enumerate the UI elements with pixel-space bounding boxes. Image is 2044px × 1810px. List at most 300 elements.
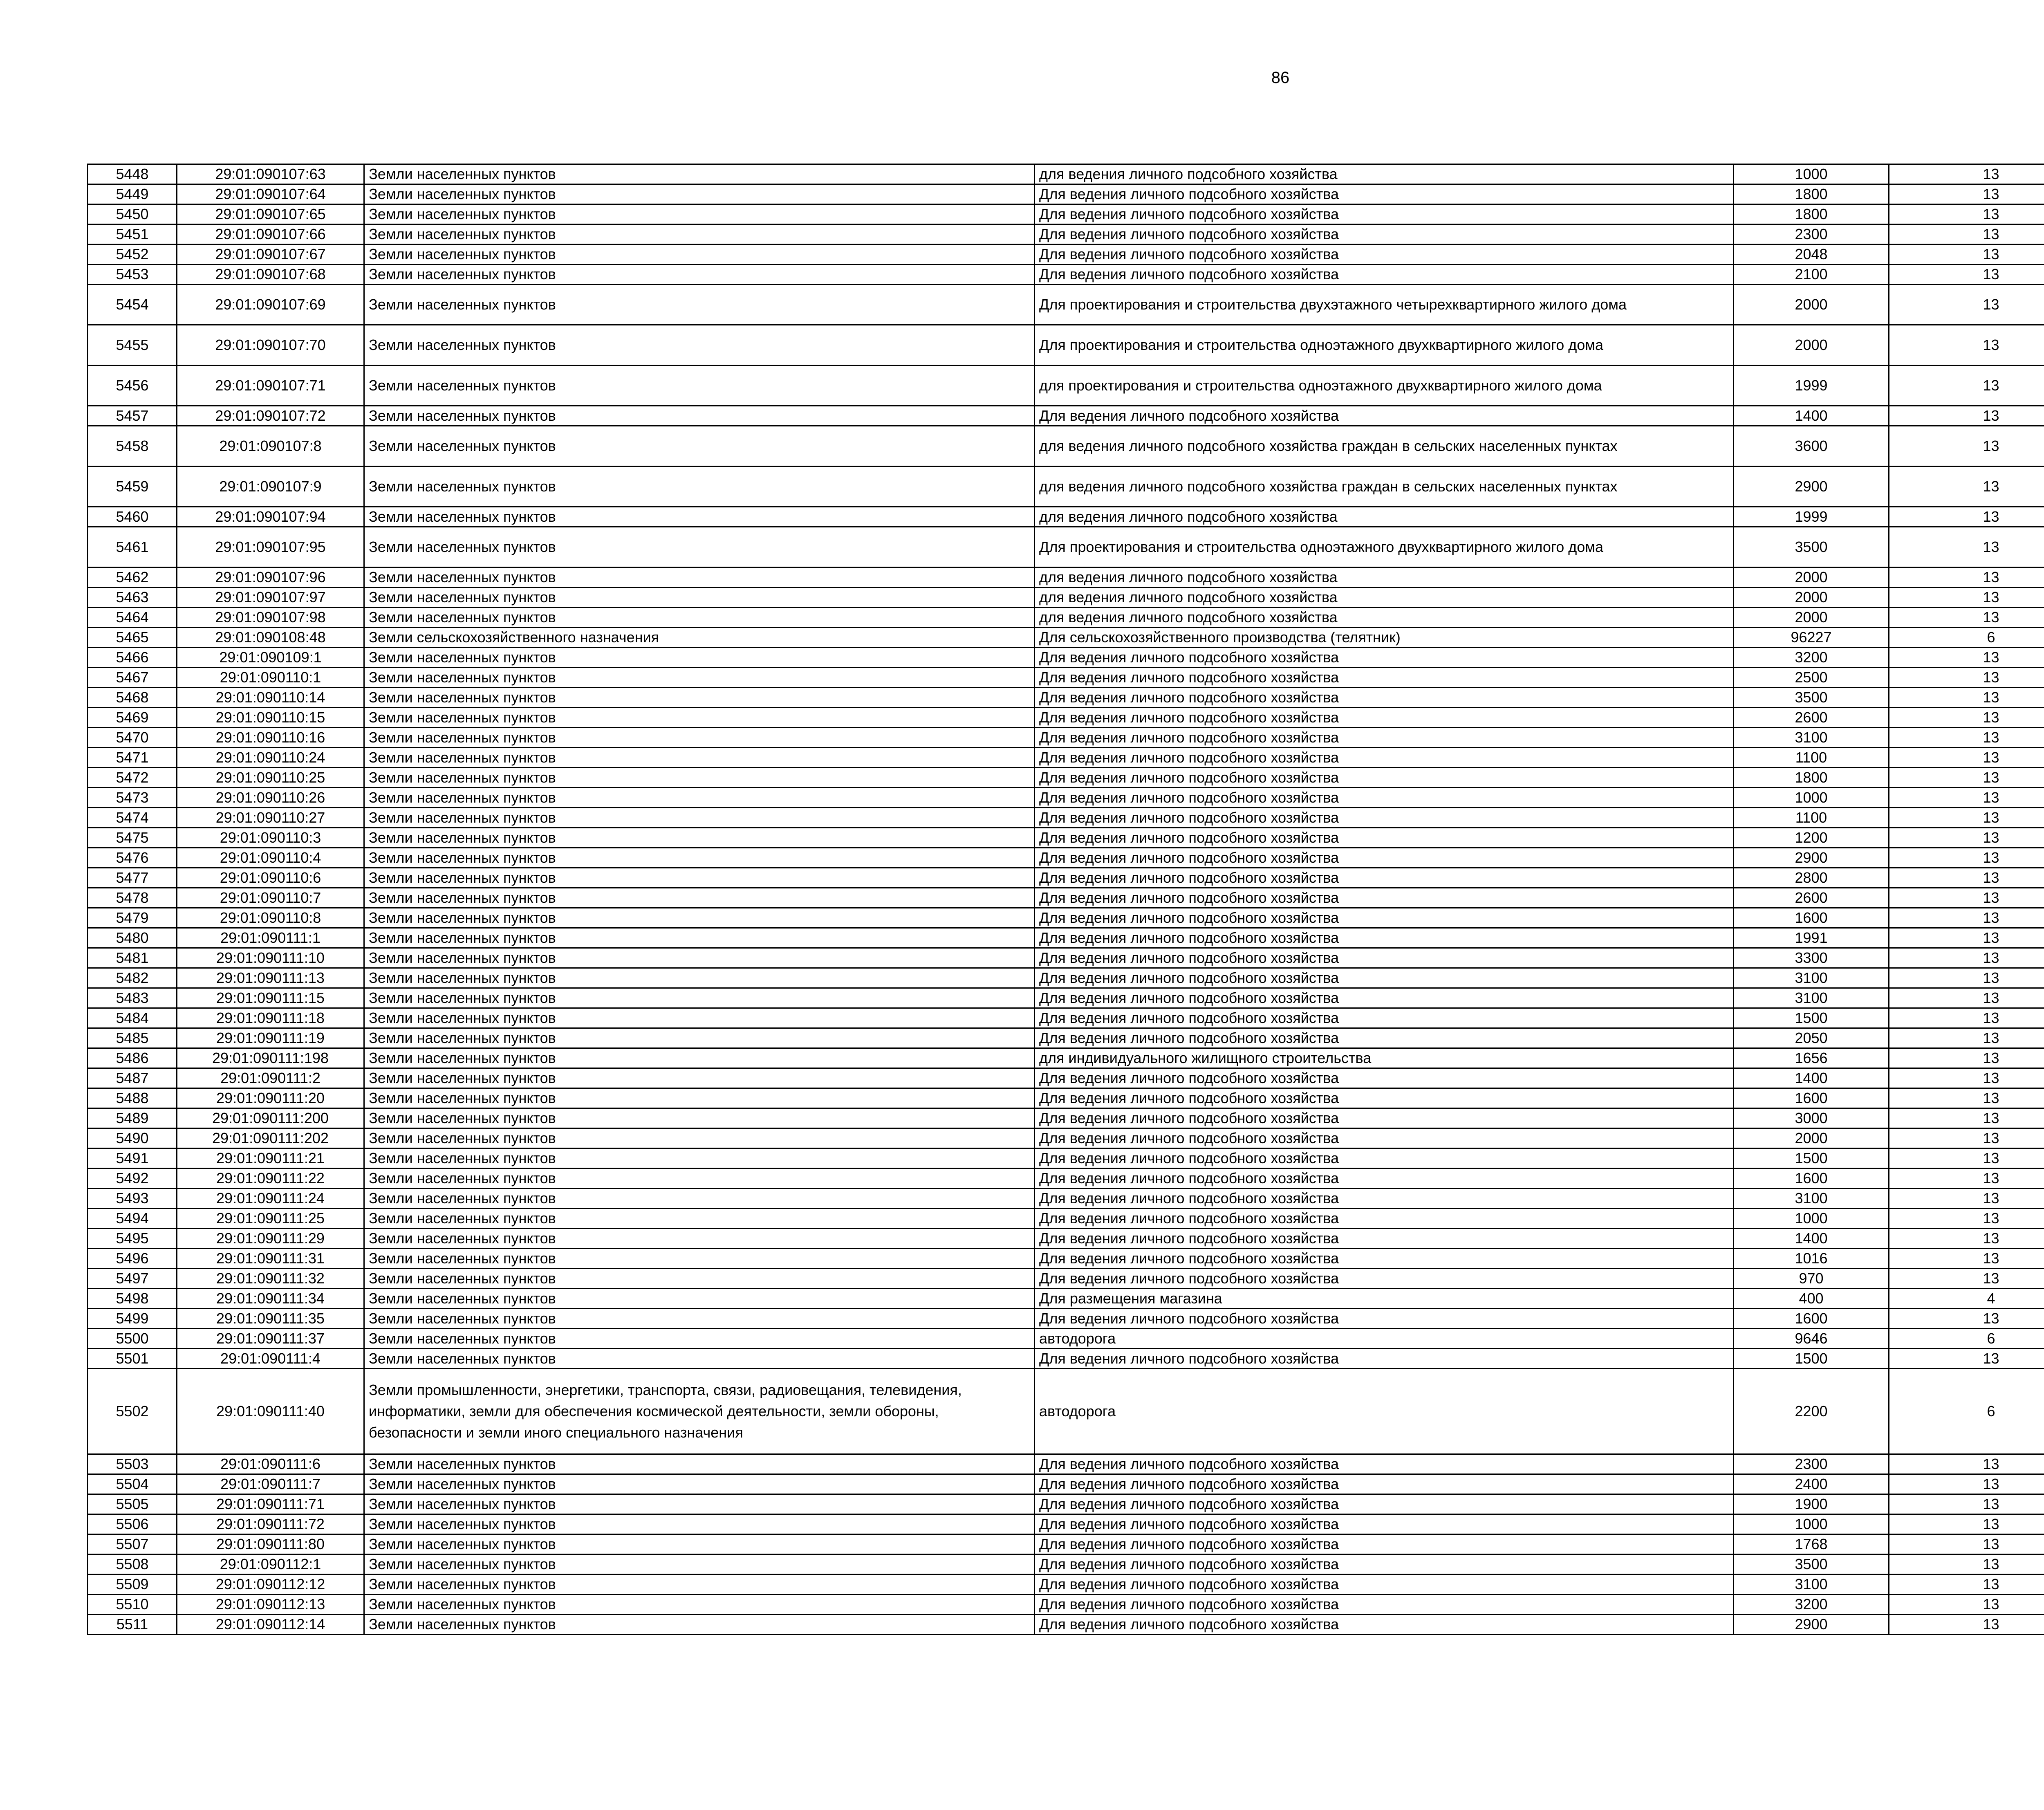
permitted-use-cell: Для проектирования и строительства одноэтажного двухквартирного жилого дома bbox=[1035, 527, 1734, 567]
table-row bbox=[88, 1189, 2044, 1209]
area-cell: 3500 bbox=[1734, 527, 1889, 567]
cadastral-number-cell: 29:01:090107:64 bbox=[177, 184, 364, 204]
group-cell: 13 bbox=[1889, 184, 2044, 204]
cadastral-number-cell: 29:01:090109:1 bbox=[177, 648, 364, 668]
table-row bbox=[88, 1128, 2044, 1148]
table-row bbox=[88, 808, 2044, 828]
cadastral-number-cell: 29:01:090107:66 bbox=[177, 224, 364, 244]
permitted-use-cell: для ведения личного подсобного хозяйства bbox=[1035, 608, 1734, 628]
cadastral-number-cell: 29:01:090107:71 bbox=[177, 366, 364, 406]
area-cell: 3100 bbox=[1734, 988, 1889, 1008]
cadastral-number-cell: 29:01:090111:40 bbox=[177, 1369, 364, 1454]
permitted-use-cell: для ведения личного подсобного хозяйства bbox=[1035, 588, 1734, 608]
permitted-use-cell: Для ведения личного подсобного хозяйства bbox=[1035, 1229, 1734, 1249]
permitted-use-cell: Для ведения личного подсобного хозяйства bbox=[1035, 244, 1734, 265]
permitted-use-cell: для ведения личного подсобного хозяйства bbox=[1035, 567, 1734, 588]
permitted-use-cell: для ведения личного подсобного хозяйства bbox=[1035, 507, 1734, 527]
table-row bbox=[88, 1028, 2044, 1048]
group-cell: 13 bbox=[1889, 366, 2044, 406]
land-category-cell: Земли населенных пунктов bbox=[364, 1595, 1035, 1615]
cadastral-number-cell: 29:01:090112:12 bbox=[177, 1574, 364, 1595]
permitted-use-cell: Для ведения личного подсобного хозяйства bbox=[1035, 1309, 1734, 1329]
row-number-cell: 5505 bbox=[88, 1494, 177, 1514]
land-category-cell: Земли населенных пунктов bbox=[364, 848, 1035, 868]
table-row bbox=[88, 507, 2044, 527]
permitted-use-cell: Для ведения личного подсобного хозяйства bbox=[1035, 1169, 1734, 1189]
permitted-use-cell: Для проектирования и строительства двухэтажного четырехквартирного жилого дома bbox=[1035, 285, 1734, 325]
area-cell: 1400 bbox=[1734, 1068, 1889, 1088]
permitted-use-cell: Для ведения личного подсобного хозяйства bbox=[1035, 1615, 1734, 1635]
table-row bbox=[88, 366, 2044, 406]
permitted-use-cell: для индивидуального жилищного строительства bbox=[1035, 1048, 1734, 1068]
permitted-use-cell: Для ведения личного подсобного хозяйства bbox=[1035, 648, 1734, 668]
cadastral-number-cell: 29:01:090111:19 bbox=[177, 1028, 364, 1048]
table-row bbox=[88, 628, 2044, 648]
row-number-cell: 5462 bbox=[88, 567, 177, 588]
row-number-cell: 5496 bbox=[88, 1249, 177, 1269]
row-number-cell: 5457 bbox=[88, 406, 177, 426]
land-category-cell: Земли населенных пунктов bbox=[364, 1269, 1035, 1289]
permitted-use-cell: Для ведения личного подсобного хозяйства bbox=[1035, 888, 1734, 908]
permitted-use-cell: Для ведения личного подсобного хозяйства bbox=[1035, 1595, 1734, 1615]
table-row bbox=[88, 908, 2044, 928]
row-number-cell: 5506 bbox=[88, 1514, 177, 1534]
group-cell: 13 bbox=[1889, 1048, 2044, 1068]
group-cell: 13 bbox=[1889, 1454, 2044, 1474]
group-cell: 13 bbox=[1889, 1474, 2044, 1494]
cadastral-number-cell: 29:01:090112:13 bbox=[177, 1595, 364, 1615]
row-number-cell: 5503 bbox=[88, 1454, 177, 1474]
cadastral-number-cell: 29:01:090111:1 bbox=[177, 928, 364, 948]
area-cell: 3100 bbox=[1734, 728, 1889, 748]
group-cell: 13 bbox=[1889, 828, 2044, 848]
row-number-cell: 5472 bbox=[88, 768, 177, 788]
area-cell: 2000 bbox=[1734, 588, 1889, 608]
land-category-cell: Земли населенных пунктов bbox=[364, 1068, 1035, 1088]
permitted-use-cell: Для ведения личного подсобного хозяйства bbox=[1035, 1349, 1734, 1369]
permitted-use-cell: Для ведения личного подсобного хозяйства bbox=[1035, 968, 1734, 988]
group-cell: 13 bbox=[1889, 1028, 2044, 1048]
table-body bbox=[88, 164, 2044, 1635]
area-cell: 1600 bbox=[1734, 1088, 1889, 1108]
table-row bbox=[88, 1494, 2044, 1514]
area-cell: 1800 bbox=[1734, 768, 1889, 788]
cadastral-number-cell: 29:01:090111:31 bbox=[177, 1249, 364, 1269]
group-cell: 13 bbox=[1889, 507, 2044, 527]
land-category-cell: Земли населенных пунктов bbox=[364, 1249, 1035, 1269]
table-row bbox=[88, 406, 2044, 426]
area-cell: 2000 bbox=[1734, 567, 1889, 588]
table-row bbox=[88, 1148, 2044, 1169]
table-row bbox=[88, 1534, 2044, 1554]
permitted-use-cell: Для ведения личного подсобного хозяйства bbox=[1035, 1128, 1734, 1148]
group-cell: 13 bbox=[1889, 668, 2044, 688]
area-cell: 3100 bbox=[1734, 1574, 1889, 1595]
cadastral-number-cell: 29:01:090111:72 bbox=[177, 1514, 364, 1534]
row-number-cell: 5488 bbox=[88, 1088, 177, 1108]
cadastral-number-cell: 29:01:090110:24 bbox=[177, 748, 364, 768]
cadastral-number-cell: 29:01:090107:8 bbox=[177, 426, 364, 467]
permitted-use-cell: Для ведения личного подсобного хозяйства bbox=[1035, 1269, 1734, 1289]
table-row bbox=[88, 1249, 2044, 1269]
group-cell: 13 bbox=[1889, 244, 2044, 265]
land-category-cell: Земли населенных пунктов bbox=[364, 426, 1035, 467]
area-cell: 1000 bbox=[1734, 164, 1889, 184]
permitted-use-cell: Для ведения личного подсобного хозяйства bbox=[1035, 1554, 1734, 1574]
area-cell: 1400 bbox=[1734, 1229, 1889, 1249]
land-category-cell: Земли населенных пунктов bbox=[364, 325, 1035, 366]
row-number-cell: 5449 bbox=[88, 184, 177, 204]
area-cell: 1400 bbox=[1734, 406, 1889, 426]
row-number-cell: 5473 bbox=[88, 788, 177, 808]
area-cell: 3500 bbox=[1734, 688, 1889, 708]
area-cell: 1768 bbox=[1734, 1534, 1889, 1554]
row-number-cell: 5471 bbox=[88, 748, 177, 768]
land-category-cell: Земли населенных пунктов bbox=[364, 224, 1035, 244]
area-cell: 2600 bbox=[1734, 888, 1889, 908]
table-row bbox=[88, 968, 2044, 988]
row-number-cell: 5469 bbox=[88, 708, 177, 728]
table-row bbox=[88, 1289, 2044, 1309]
area-cell: 1500 bbox=[1734, 1008, 1889, 1028]
land-category-cell: Земли населенных пунктов bbox=[364, 1128, 1035, 1148]
cadastral-number-cell: 29:01:090111:2 bbox=[177, 1068, 364, 1088]
group-cell: 13 bbox=[1889, 908, 2044, 928]
area-cell: 2600 bbox=[1734, 708, 1889, 728]
row-number-cell: 5497 bbox=[88, 1269, 177, 1289]
cadastral-number-cell: 29:01:090111:25 bbox=[177, 1209, 364, 1229]
row-number-cell: 5504 bbox=[88, 1474, 177, 1494]
permitted-use-cell: Для ведения личного подсобного хозяйства bbox=[1035, 1534, 1734, 1554]
group-cell: 13 bbox=[1889, 788, 2044, 808]
group-cell: 13 bbox=[1889, 1309, 2044, 1329]
area-cell: 2048 bbox=[1734, 244, 1889, 265]
table-row bbox=[88, 1329, 2044, 1349]
table-row bbox=[88, 608, 2044, 628]
cadastral-number-cell: 29:01:090111:13 bbox=[177, 968, 364, 988]
permitted-use-cell: Для ведения личного подсобного хозяйства bbox=[1035, 204, 1734, 224]
row-number-cell: 5510 bbox=[88, 1595, 177, 1615]
table-row bbox=[88, 668, 2044, 688]
area-cell: 2500 bbox=[1734, 668, 1889, 688]
group-cell: 13 bbox=[1889, 888, 2044, 908]
group-cell: 13 bbox=[1889, 1088, 2044, 1108]
permitted-use-cell: Для ведения личного подсобного хозяйства bbox=[1035, 1474, 1734, 1494]
table-row bbox=[88, 788, 2044, 808]
land-registry-table bbox=[87, 164, 2044, 1635]
row-number-cell: 5456 bbox=[88, 366, 177, 406]
land-category-cell: Земли населенных пунктов bbox=[364, 1574, 1035, 1595]
cadastral-number-cell: 29:01:090111:10 bbox=[177, 948, 364, 968]
land-category-cell: Земли населенных пунктов bbox=[364, 588, 1035, 608]
cadastral-number-cell: 29:01:090111:29 bbox=[177, 1229, 364, 1249]
area-cell: 2000 bbox=[1734, 1128, 1889, 1148]
permitted-use-cell: Для сельскохозяйственного производства (телятник) bbox=[1035, 628, 1734, 648]
area-cell: 2800 bbox=[1734, 868, 1889, 888]
group-cell: 13 bbox=[1889, 648, 2044, 668]
group-cell: 13 bbox=[1889, 608, 2044, 628]
permitted-use-cell: для проектирования и строительства одноэтажного двухквартирного жилого дома bbox=[1035, 366, 1734, 406]
area-cell: 9646 bbox=[1734, 1329, 1889, 1349]
land-category-cell: Земли населенных пунктов bbox=[364, 988, 1035, 1008]
area-cell: 1600 bbox=[1734, 1309, 1889, 1329]
permitted-use-cell: Для ведения личного подсобного хозяйства bbox=[1035, 1148, 1734, 1169]
group-cell: 13 bbox=[1889, 1554, 2044, 1574]
permitted-use-cell: Для ведения личного подсобного хозяйства bbox=[1035, 265, 1734, 285]
permitted-use-cell: для ведения личного подсобного хозяйства bbox=[1035, 164, 1734, 184]
land-category-cell: Земли населенных пунктов bbox=[364, 748, 1035, 768]
group-cell: 13 bbox=[1889, 1514, 2044, 1534]
row-number-cell: 5490 bbox=[88, 1128, 177, 1148]
land-category-cell: Земли населенных пунктов bbox=[364, 1108, 1035, 1128]
area-cell: 1999 bbox=[1734, 366, 1889, 406]
row-number-cell: 5463 bbox=[88, 588, 177, 608]
table-row bbox=[88, 988, 2044, 1008]
cadastral-number-cell: 29:01:090107:94 bbox=[177, 507, 364, 527]
row-number-cell: 5454 bbox=[88, 285, 177, 325]
area-cell: 2100 bbox=[1734, 265, 1889, 285]
permitted-use-cell: Для ведения личного подсобного хозяйства bbox=[1035, 948, 1734, 968]
land-category-cell: Земли населенных пунктов bbox=[364, 1615, 1035, 1635]
land-category-cell: Земли населенных пунктов bbox=[364, 1329, 1035, 1349]
land-category-cell: Земли населенных пунктов bbox=[364, 868, 1035, 888]
area-cell: 1200 bbox=[1734, 828, 1889, 848]
permitted-use-cell: Для проектирования и строительства одноэтажного двухквартирного жилого дома bbox=[1035, 325, 1734, 366]
permitted-use-cell: Для ведения личного подсобного хозяйства bbox=[1035, 868, 1734, 888]
table-row bbox=[88, 1349, 2044, 1369]
permitted-use-cell: Для ведения личного подсобного хозяйства bbox=[1035, 1249, 1734, 1269]
table-row bbox=[88, 244, 2044, 265]
permitted-use-cell: Для ведения личного подсобного хозяйства bbox=[1035, 184, 1734, 204]
row-number-cell: 5502 bbox=[88, 1369, 177, 1454]
land-category-cell: Земли населенных пунктов bbox=[364, 1189, 1035, 1209]
cadastral-number-cell: 29:01:090111:37 bbox=[177, 1329, 364, 1349]
group-cell: 13 bbox=[1889, 1574, 2044, 1595]
group-cell: 13 bbox=[1889, 1229, 2044, 1249]
row-number-cell: 5479 bbox=[88, 908, 177, 928]
table-row bbox=[88, 928, 2044, 948]
table-row bbox=[88, 1088, 2044, 1108]
land-category-cell: Земли населенных пунктов bbox=[364, 828, 1035, 848]
group-cell: 13 bbox=[1889, 204, 2044, 224]
area-cell: 3200 bbox=[1734, 648, 1889, 668]
row-number-cell: 5466 bbox=[88, 648, 177, 668]
table-row bbox=[88, 888, 2044, 908]
row-number-cell: 5493 bbox=[88, 1189, 177, 1209]
group-cell: 6 bbox=[1889, 1369, 2044, 1454]
area-cell: 2300 bbox=[1734, 224, 1889, 244]
permitted-use-cell: Для ведения личного подсобного хозяйства bbox=[1035, 928, 1734, 948]
table-row bbox=[88, 265, 2044, 285]
land-category-cell: Земли населенных пунктов bbox=[364, 728, 1035, 748]
row-number-cell: 5448 bbox=[88, 164, 177, 184]
group-cell: 13 bbox=[1889, 1108, 2044, 1128]
row-number-cell: 5460 bbox=[88, 507, 177, 527]
cadastral-number-cell: 29:01:090111:198 bbox=[177, 1048, 364, 1068]
area-cell: 1600 bbox=[1734, 1169, 1889, 1189]
area-cell: 2000 bbox=[1734, 608, 1889, 628]
cadastral-number-cell: 29:01:090107:95 bbox=[177, 527, 364, 567]
row-number-cell: 5484 bbox=[88, 1008, 177, 1028]
group-cell: 13 bbox=[1889, 588, 2044, 608]
row-number-cell: 5476 bbox=[88, 848, 177, 868]
group-cell: 13 bbox=[1889, 1595, 2044, 1615]
land-category-cell: Земли населенных пунктов bbox=[364, 1349, 1035, 1369]
group-cell: 13 bbox=[1889, 325, 2044, 366]
table-row bbox=[88, 1229, 2044, 1249]
row-number-cell: 5499 bbox=[88, 1309, 177, 1329]
land-category-cell: Земли населенных пунктов bbox=[364, 204, 1035, 224]
permitted-use-cell: для ведения личного подсобного хозяйства граждан в сельских населенных пунктах bbox=[1035, 467, 1734, 507]
cadastral-number-cell: 29:01:090107:96 bbox=[177, 567, 364, 588]
table-row bbox=[88, 1048, 2044, 1068]
table-row bbox=[88, 948, 2044, 968]
row-number-cell: 5467 bbox=[88, 668, 177, 688]
land-category-cell: Земли населенных пунктов bbox=[364, 1309, 1035, 1329]
cadastral-number-cell: 29:01:090107:70 bbox=[177, 325, 364, 366]
group-cell: 13 bbox=[1889, 708, 2044, 728]
row-number-cell: 5458 bbox=[88, 426, 177, 467]
area-cell: 1000 bbox=[1734, 1514, 1889, 1534]
land-category-cell: Земли населенных пунктов bbox=[364, 366, 1035, 406]
area-cell: 1000 bbox=[1734, 1209, 1889, 1229]
land-category-cell: Земли населенных пунктов bbox=[364, 948, 1035, 968]
cadastral-number-cell: 29:01:090111:6 bbox=[177, 1454, 364, 1474]
land-category-cell: Земли населенных пунктов bbox=[364, 648, 1035, 668]
cadastral-number-cell: 29:01:090107:67 bbox=[177, 244, 364, 265]
table-row bbox=[88, 1068, 2044, 1088]
land-category-cell: Земли населенных пунктов bbox=[364, 888, 1035, 908]
area-cell: 2300 bbox=[1734, 1454, 1889, 1474]
group-cell: 13 bbox=[1889, 1008, 2044, 1028]
table-row bbox=[88, 708, 2044, 728]
area-cell: 1999 bbox=[1734, 507, 1889, 527]
table-row bbox=[88, 184, 2044, 204]
row-number-cell: 5480 bbox=[88, 928, 177, 948]
group-cell: 6 bbox=[1889, 1329, 2044, 1349]
land-category-cell: Земли населенных пунктов bbox=[364, 788, 1035, 808]
table-row bbox=[88, 1269, 2044, 1289]
row-number-cell: 5491 bbox=[88, 1148, 177, 1169]
group-cell: 13 bbox=[1889, 1269, 2044, 1289]
permitted-use-cell: автодорога bbox=[1035, 1369, 1734, 1454]
table-row bbox=[88, 828, 2044, 848]
row-number-cell: 5468 bbox=[88, 688, 177, 708]
page-number: 86 bbox=[1271, 69, 1290, 87]
table-row bbox=[88, 768, 2044, 788]
area-cell: 96227 bbox=[1734, 628, 1889, 648]
cadastral-number-cell: 29:01:090111:7 bbox=[177, 1474, 364, 1494]
table-row bbox=[88, 1454, 2044, 1474]
row-number-cell: 5508 bbox=[88, 1554, 177, 1574]
group-cell: 13 bbox=[1889, 527, 2044, 567]
land-category-cell: Земли населенных пунктов bbox=[364, 1209, 1035, 1229]
permitted-use-cell: Для ведения личного подсобного хозяйства bbox=[1035, 908, 1734, 928]
cadastral-number-cell: 29:01:090110:7 bbox=[177, 888, 364, 908]
cadastral-number-cell: 29:01:090110:27 bbox=[177, 808, 364, 828]
group-cell: 13 bbox=[1889, 808, 2044, 828]
area-cell: 3100 bbox=[1734, 1189, 1889, 1209]
group-cell: 13 bbox=[1889, 426, 2044, 467]
area-cell: 2050 bbox=[1734, 1028, 1889, 1048]
table-row bbox=[88, 1595, 2044, 1615]
land-category-cell: Земли населенных пунктов bbox=[364, 668, 1035, 688]
area-cell: 2900 bbox=[1734, 467, 1889, 507]
land-category-cell: Земли населенных пунктов bbox=[364, 265, 1035, 285]
cadastral-number-cell: 29:01:090111:34 bbox=[177, 1289, 364, 1309]
land-category-cell: Земли населенных пунктов bbox=[364, 467, 1035, 507]
table-row bbox=[88, 1008, 2044, 1028]
land-category-cell: Земли населенных пунктов bbox=[364, 768, 1035, 788]
table-row bbox=[88, 527, 2044, 567]
row-number-cell: 5498 bbox=[88, 1289, 177, 1309]
permitted-use-cell: Для ведения личного подсобного хозяйства bbox=[1035, 1088, 1734, 1108]
table-row bbox=[88, 1369, 2044, 1454]
cadastral-number-cell: 29:01:090107:98 bbox=[177, 608, 364, 628]
row-number-cell: 5451 bbox=[88, 224, 177, 244]
area-cell: 2000 bbox=[1734, 325, 1889, 366]
area-cell: 2400 bbox=[1734, 1474, 1889, 1494]
land-category-cell: Земли населенных пунктов bbox=[364, 527, 1035, 567]
row-number-cell: 5477 bbox=[88, 868, 177, 888]
land-category-cell: Земли населенных пунктов bbox=[364, 1289, 1035, 1309]
table-row bbox=[88, 325, 2044, 366]
permitted-use-cell: Для ведения личного подсобного хозяйства bbox=[1035, 1574, 1734, 1595]
row-number-cell: 5452 bbox=[88, 244, 177, 265]
table-row bbox=[88, 1309, 2044, 1329]
row-number-cell: 5489 bbox=[88, 1108, 177, 1128]
area-cell: 1100 bbox=[1734, 748, 1889, 768]
cadastral-number-cell: 29:01:090111:71 bbox=[177, 1494, 364, 1514]
group-cell: 6 bbox=[1889, 628, 2044, 648]
table-row bbox=[88, 426, 2044, 467]
group-cell: 13 bbox=[1889, 1494, 2044, 1514]
land-category-cell: Земли населенных пунктов bbox=[364, 1474, 1035, 1494]
permitted-use-cell: Для ведения личного подсобного хозяйства bbox=[1035, 1209, 1734, 1229]
area-cell: 1800 bbox=[1734, 184, 1889, 204]
group-cell: 13 bbox=[1889, 748, 2044, 768]
land-category-cell: Земли населенных пунктов bbox=[364, 1494, 1035, 1514]
cadastral-number-cell: 29:01:090107:63 bbox=[177, 164, 364, 184]
area-cell: 1600 bbox=[1734, 908, 1889, 928]
land-category-cell: Земли населенных пунктов bbox=[364, 968, 1035, 988]
permitted-use-cell: автодорога bbox=[1035, 1329, 1734, 1349]
cadastral-number-cell: 29:01:090108:48 bbox=[177, 628, 364, 648]
cadastral-number-cell: 29:01:090107:69 bbox=[177, 285, 364, 325]
land-category-cell: Земли населенных пунктов bbox=[364, 1148, 1035, 1169]
cadastral-number-cell: 29:01:090110:26 bbox=[177, 788, 364, 808]
area-cell: 3100 bbox=[1734, 968, 1889, 988]
table-row bbox=[88, 648, 2044, 668]
area-cell: 1000 bbox=[1734, 788, 1889, 808]
group-cell: 13 bbox=[1889, 1249, 2044, 1269]
group-cell: 13 bbox=[1889, 1169, 2044, 1189]
group-cell: 13 bbox=[1889, 1534, 2044, 1554]
group-cell: 13 bbox=[1889, 1148, 2044, 1169]
group-cell: 13 bbox=[1889, 567, 2044, 588]
permitted-use-cell: Для ведения личного подсобного хозяйства bbox=[1035, 728, 1734, 748]
group-cell: 13 bbox=[1889, 1068, 2044, 1088]
row-number-cell: 5459 bbox=[88, 467, 177, 507]
cadastral-number-cell: 29:01:090110:6 bbox=[177, 868, 364, 888]
row-number-cell: 5501 bbox=[88, 1349, 177, 1369]
table-row bbox=[88, 164, 2044, 184]
group-cell: 13 bbox=[1889, 968, 2044, 988]
table-row bbox=[88, 688, 2044, 708]
cadastral-number-cell: 29:01:090110:14 bbox=[177, 688, 364, 708]
cadastral-number-cell: 29:01:090111:35 bbox=[177, 1309, 364, 1329]
permitted-use-cell: Для ведения личного подсобного хозяйства bbox=[1035, 1454, 1734, 1474]
